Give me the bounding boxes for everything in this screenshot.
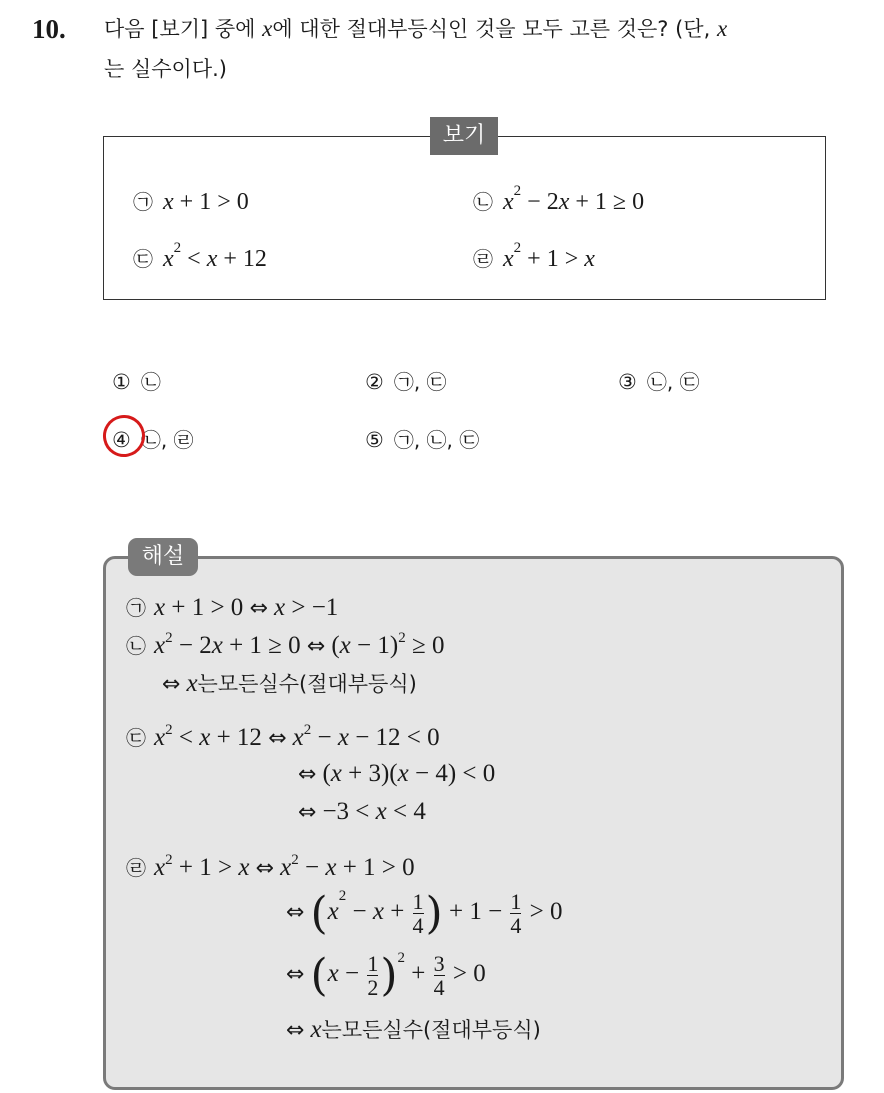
bogi-label-1: ㉠ xyxy=(133,190,153,214)
bogi-box xyxy=(103,136,826,300)
solution-line-1: ㉠ x + 1 > 0 ⇔ x > −1 xyxy=(126,594,339,621)
choice-3[interactable] xyxy=(618,366,700,395)
question-line-2: 는 실수이다.) xyxy=(104,57,227,81)
bogi-item-3: ㉢ $x^2 < x + 12$ xyxy=(133,240,267,272)
question-text-a: 다음 [보기] 중에 xyxy=(104,17,263,41)
question-line-1 xyxy=(104,12,727,46)
question-var: x xyxy=(262,16,273,41)
sol-label-4: ㉣ xyxy=(126,856,146,880)
answer-mark-circle xyxy=(99,411,149,461)
solution-line-7: ㉣ $x^2 + 1 > x$ ⇔ $x^2 - x + 1 > 0$ xyxy=(126,852,415,881)
question-number: 10. xyxy=(32,14,66,44)
bogi-item-2: ㉡ $x^2 - 2x + 1 \ge 0$ xyxy=(473,183,645,215)
choice-1[interactable] xyxy=(112,366,161,395)
choice-4-text: ㉡, ㉣ xyxy=(140,428,194,452)
question-text-b: 에 대한 절대부등식인 것을 모두 고른 것은? (단, xyxy=(272,17,717,41)
sol-label-2: ㉡ xyxy=(126,634,146,658)
sol-label-3: ㉢ xyxy=(126,726,146,750)
choice-2-num: ② xyxy=(365,370,384,394)
solution-line-6: ⇔ −3 < x < 4 xyxy=(298,798,426,825)
bogi-label-4: ㉣ xyxy=(473,247,493,271)
solution-line-8: ⇔ ($x^2 - x$ + $\frac{1}{4}$ ) + 1 − $\frac{1}{4}$ > 0 xyxy=(286,888,563,939)
choice-1-text: ㉡ xyxy=(140,370,161,394)
bogi-item-1: ㉠ x + 1 > 0 xyxy=(133,186,249,216)
choice-2[interactable] xyxy=(365,366,447,395)
sol-label-1: ㉠ xyxy=(126,596,146,620)
choice-5[interactable] xyxy=(365,424,479,453)
solution-line-10: ⇔ x는모든실수(절대부등식) xyxy=(286,1016,541,1043)
solution-line-4: ㉢ $x^2 < x + 12$ ⇔ $x^2 - x - 12 < 0$ xyxy=(126,722,440,751)
solution-line-5: ⇔ (x + 3)(x − 4) < 0 xyxy=(298,760,496,787)
bogi-tag: 보기 xyxy=(430,117,498,155)
choice-3-num: ③ xyxy=(618,370,637,394)
choice-5-text: ㉠, ㉡, ㉢ xyxy=(393,428,480,452)
choice-1-num: ① xyxy=(112,370,131,394)
question-var-2: x xyxy=(716,16,728,41)
solution-tag: 해설 xyxy=(128,538,198,576)
bogi-label-2: ㉡ xyxy=(473,190,493,214)
bogi-item-4: ㉣ $x^2 + 1 > x$ xyxy=(473,240,595,272)
choice-5-num: ⑤ xyxy=(365,428,384,452)
choice-3-text: ㉡, ㉢ xyxy=(646,370,700,394)
choice-2-text: ㉠, ㉢ xyxy=(393,370,447,394)
choice-4-num: ④ xyxy=(112,428,131,452)
bogi-label-3: ㉢ xyxy=(133,247,153,271)
solution-line-9: ⇔ (x − $\frac{1}{2}$ )$^2$ + $\frac{3}{4}$ > 0 xyxy=(286,950,486,1001)
solution-line-2: ㉡ $x^2 - 2x + 1 \ge 0$ ⇔ $(x - 1)^2 \ge 0$ xyxy=(126,630,445,659)
solution-line-3: ⇔ x는모든실수(절대부등식) xyxy=(162,670,417,697)
